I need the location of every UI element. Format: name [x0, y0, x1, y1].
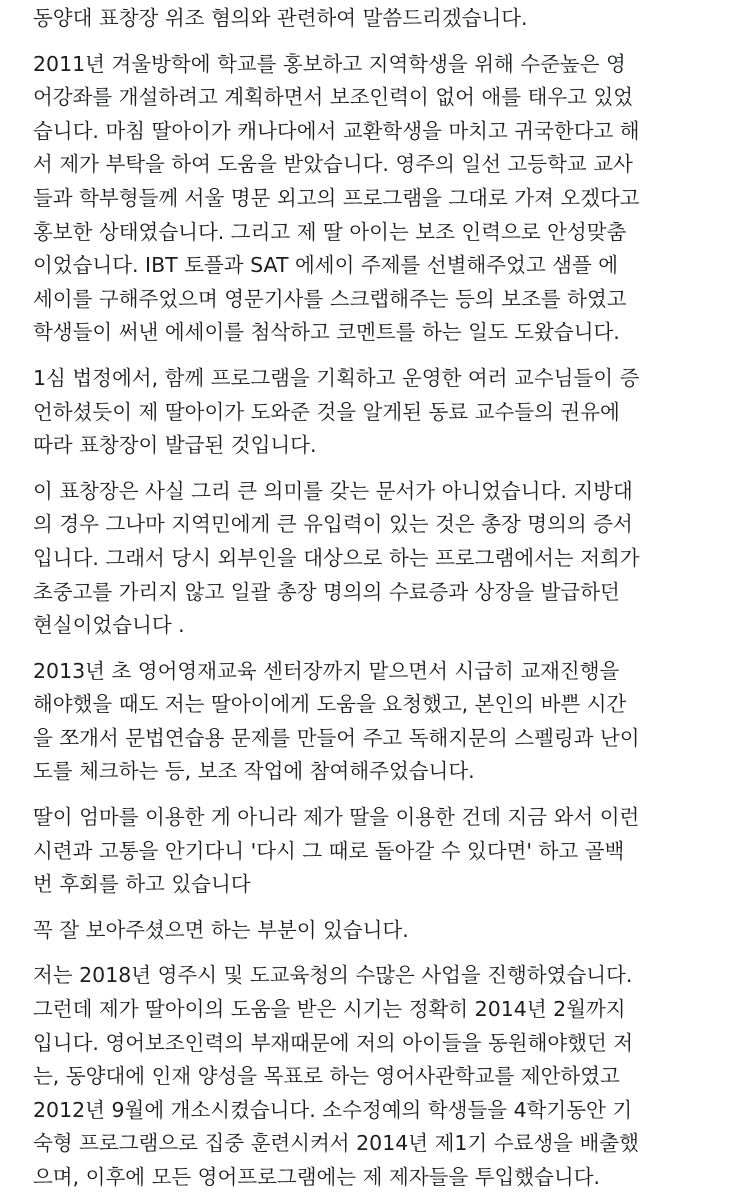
text-line: 동양대 표창장 위조 혐의와 관련하여 말씀드리겠습니다.	[33, 6, 528, 30]
paragraph-7	[33, 914, 713, 948]
post-body	[33, 0, 713, 1200]
text-line: 습니다. 마침 딸아이가 캐나다에서 교환학생을 마치고 귀국한다고 해	[33, 118, 640, 143]
text-line: 번 후회를 하고 있습니다	[33, 872, 251, 897]
paragraph-1	[33, 2, 713, 36]
text-line: 따라 표창장이 발급된 것입니다.	[33, 433, 317, 458]
text-line: 2012년 9월에 개소시켰습니다. 소수정예의 학생들을 4학기동안 기	[33, 1097, 633, 1122]
text-line: 도를 체크하는 등, 보조 작업에 참여해주었습니다.	[33, 759, 475, 784]
text-line: 는, 동양대에 인재 양성을 목표로 하는 영어사관학교를 제안하였고	[33, 1064, 620, 1089]
text-line: 입니다. 그래서 당시 외부인을 대상으로 하는 프로그램에서는 저희가	[33, 545, 640, 570]
text-line: 2011년 겨울방학에 학교를 홍보하고 지역학생을 위해 수준높은 영	[33, 51, 626, 76]
paragraph-3	[33, 362, 713, 463]
text-line: 1심 법정에서, 함께 프로그램을 기획하고 운영한 여러 교수님들이 증	[33, 365, 640, 390]
text-line: 들과 학부형들께 서울 명문 외고의 프로그램을 그대로 가져 오겠다고	[33, 185, 640, 210]
paragraph-4	[33, 475, 713, 643]
paragraph-8	[33, 959, 713, 1194]
text-line: 현실이었습니다 .	[33, 613, 185, 638]
text-line: 시련과 고통을 안기다니 '다시 그 때로 돌아갈 수 있다면' 하고 골백	[33, 838, 625, 863]
text-line: 홍보한 상태였습니다. 그리고 제 딸 아이는 보조 인력으로 안성맞춤	[33, 219, 627, 244]
text-line: 학생들이 써낸 에세이를 첨삭하고 코멘트를 하는 일도 도왔습니다.	[33, 320, 620, 345]
paragraph-6	[33, 801, 713, 902]
text-line: 이었습니다. IBT 토플과 SAT 에세이 주제를 선별해주었고 샘플 에	[33, 253, 619, 278]
paragraph-5	[33, 655, 713, 789]
text-line: 의 경우 그나마 지역민에게 큰 유입력이 있는 것은 총장 명의의 증서	[33, 512, 633, 537]
text-line: 입니다. 영어보조인력의 부재때문에 저의 아이들을 동원해야했던 저	[33, 1030, 634, 1055]
text-line: 꼭 잘 보아주셨으면 하는 부분이 있습니다.	[33, 917, 409, 942]
text-line: 어강좌를 개설하려고 계획하면서 보조인력이 없어 애를 태우고 있었	[33, 85, 634, 110]
text-line: 세이를 구해주었으며 영문기사를 스크랩해주는 등의 보조를 하였고	[33, 286, 627, 311]
text-line: 저는 2018년 영주시 및 도교육청의 수많은 사업을 진행하였습니다.	[33, 963, 633, 988]
text-line: 서 제가 부탁을 하여 도움을 받았습니다. 영주의 일선 고등학교 교사	[33, 152, 633, 177]
text-line: 숙형 프로그램으로 집중 훈련시켜서 2014년 제1기 수료생을 배출했	[33, 1131, 639, 1156]
text-line: 초중고를 가리지 않고 일괄 총장 명의의 수료증과 상장을 발급하던	[33, 579, 620, 604]
text-line: 2013년 초 영어영재교육 센터장까지 맡으면서 시급히 교재진행을	[33, 658, 620, 683]
text-line: 을 쪼개서 문법연습용 문제를 만들어 주고 독해지문의 스펠링과 난이	[33, 725, 640, 750]
paragraph-2	[33, 48, 713, 350]
text-line: 이 표창장은 사실 그리 큰 의미를 갖는 문서가 아니었습니다. 지방대	[33, 478, 633, 503]
text-line: 그런데 제가 딸아이의 도움을 받은 시기는 정확히 2014년 2월까지	[33, 997, 626, 1022]
text-line: 딸이 엄마를 이용한 게 아니라 제가 딸을 이용한 건데 지금 와서 이런	[33, 805, 640, 830]
text-line: 언하셨듯이 제 딸아이가 도와준 것을 알게된 동료 교수들의 권유에	[33, 399, 620, 424]
text-line: 으며, 이후에 모든 영어프로그램에는 제 제자들을 투입했습니다.	[33, 1165, 601, 1189]
text-line: 해야했을 때도 저는 딸아이에게 도움을 요청했고, 본인의 바쁜 시간	[33, 692, 627, 717]
